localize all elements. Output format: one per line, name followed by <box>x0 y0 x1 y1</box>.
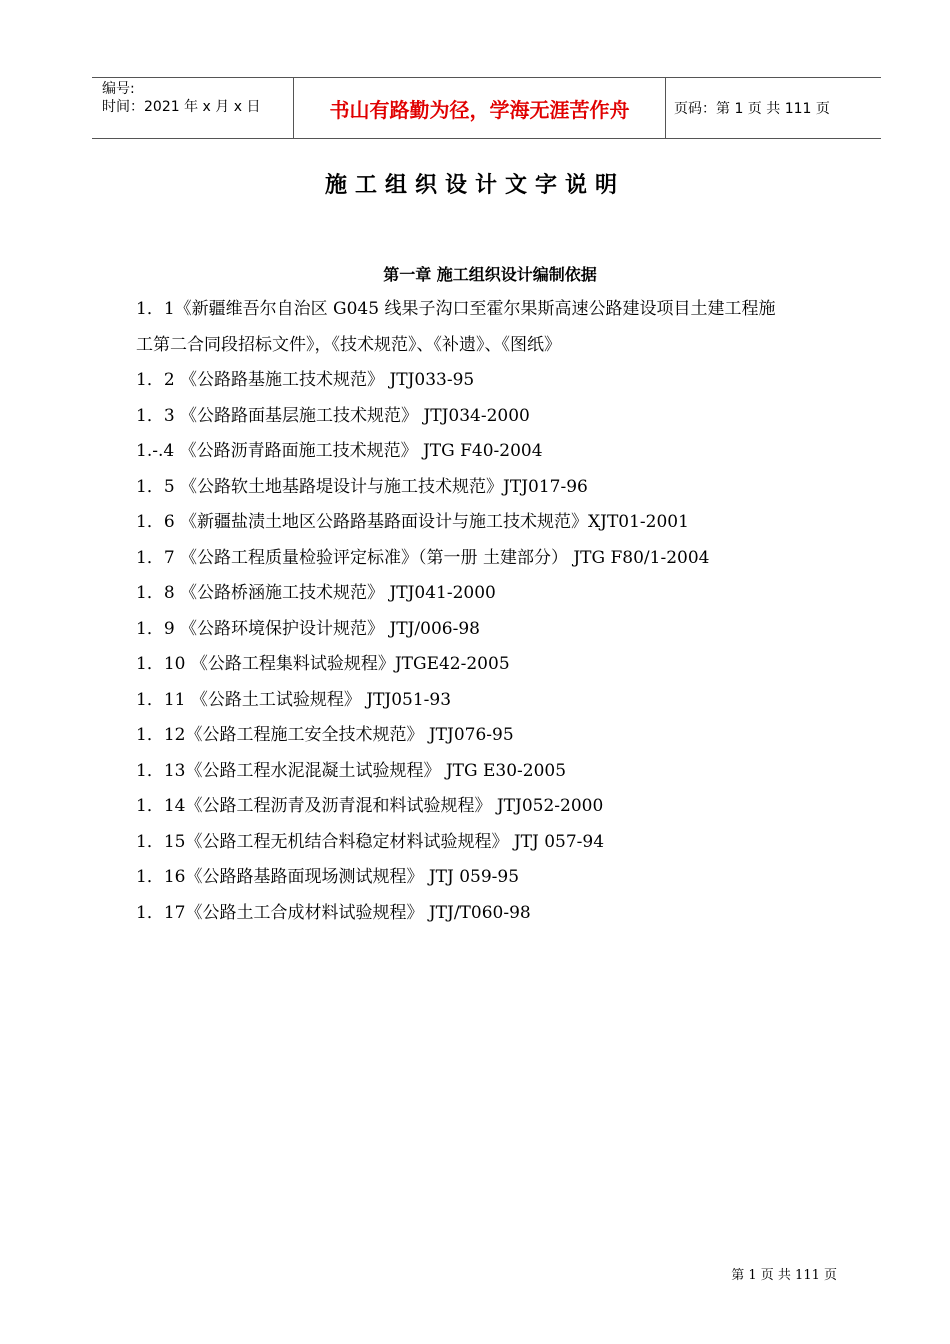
reference-list <box>136 292 856 931</box>
header-left-cell <box>92 78 293 138</box>
number-label: 编号: <box>102 81 135 97</box>
page-info: 页码：第 1 页 共 111 页 <box>674 101 830 117</box>
header-table <box>92 77 881 139</box>
motto: 书山有路勤为径，学海无涯苦作舟 <box>293 78 666 138</box>
list-item: 1．10 《公路工程集料试验规程》JTGE42-2005 <box>136 654 510 674</box>
list-item: 1．14《公路工程沥青及沥青混和料试验规程》 JTJ052-2000 <box>136 796 604 816</box>
list-item: 1．15《公路工程无机结合料稳定材料试验规程》 JTJ 057-94 <box>136 831 605 852</box>
list-item: 1．2 《公路路基施工技术规范》 JTJ033-95 <box>136 370 475 390</box>
list-item: 工第二合同段招标文件》，《技术规范》、《补遗》、《图纸》 <box>136 334 561 355</box>
list-item: 1．9 《公路环境保护设计规范》 JTJ/006-98 <box>136 618 480 639</box>
list-item: 1．6 《新疆盐渍土地区公路路基路面设计与施工技术规范》XJT01-2001 <box>136 512 689 532</box>
page-footer: 第 1 页 共 111 页 <box>731 1268 837 1283</box>
time-label: 时间：2021 年 x 月 x 日 <box>102 99 261 115</box>
list-item: 1．3 《公路路面基层施工技术规范》 JTJ034-2000 <box>136 405 530 426</box>
list-item: 1．12《公路工程施工安全技术规范》 JTJ076-95 <box>136 725 514 745</box>
list-item: 1．13《公路工程水泥混凝土试验规程》 JTG E30-2005 <box>136 760 567 781</box>
list-item: 1．17《公路土工合成材料试验规程》 JTJ/T060-98 <box>136 902 531 923</box>
list-item: 1．11 《公路土工试验规程》 JTJ051-93 <box>136 689 452 710</box>
document-title: 施工组织设计文字说明 <box>324 173 625 198</box>
list-item: 1.-.4 《公路沥青路面施工技术规范》 JTG F40-2004 <box>136 441 543 461</box>
list-item: 1．16《公路路基路面现场测试规程》 JTJ 059-95 <box>136 867 520 887</box>
chapter-title: 第一章 施工组织设计编制依据 <box>383 265 597 284</box>
list-item: 1．1《新疆维吾尔自治区 G045 线果子沟口至霍尔果斯高速公路建设项目土建工程施 <box>136 299 776 319</box>
list-item: 1．5 《公路软土地基路堤设计与施工技术规范》JTJ017-96 <box>136 476 588 497</box>
list-item: 1．8 《公路桥涵施工技术规范》 JTJ041-2000 <box>136 583 496 603</box>
list-item: 1．7 《公路工程质量检验评定标准》（第一册 土建部分） JTG F80/1-2004 <box>136 547 710 568</box>
